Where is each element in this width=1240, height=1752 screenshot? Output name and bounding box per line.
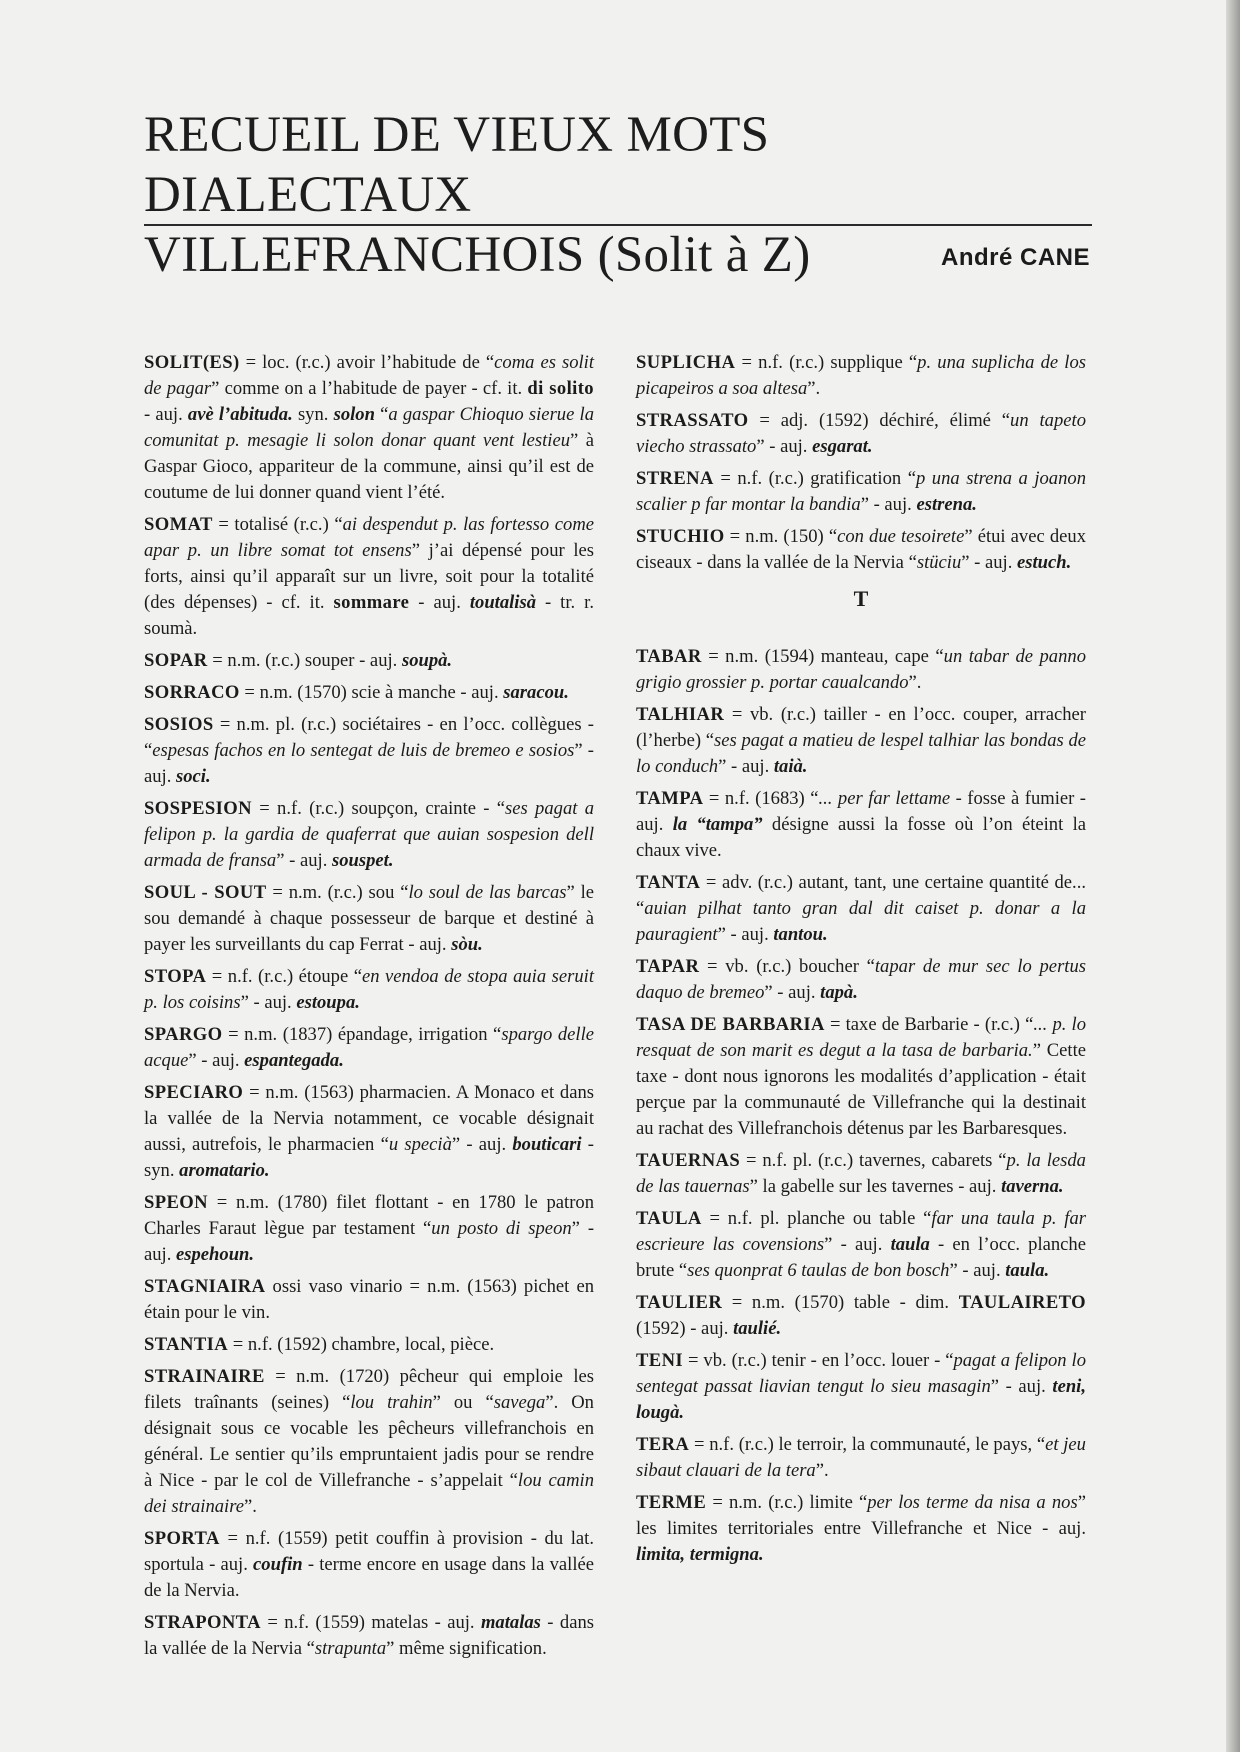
dictionary-entry: SORRACO = n.m. (1570) scie à manche - auj. saracou. <box>144 682 569 703</box>
dictionary-entry: TAULA = n.f. pl. planche ou table “far una taula p. far escrieure las covensions” - auj. taula - en l’occ. planche brute “ses quonprat 6 taulas de bon bosch” - auj. taula. <box>636 1208 1087 1281</box>
title-rule <box>144 224 1092 226</box>
section-letter: T <box>853 586 869 611</box>
dictionary-entry: SOSIOS = n.m. pl. (r.c.) sociétaires - en l’occ. collègues - “espesas fachos en lo sentegat de luis de bremeo e sosios” - auj. soci. <box>144 714 595 787</box>
dictionary-entry: SOPAR = n.m. (r.c.) souper - auj. soupà. <box>144 650 453 671</box>
dictionary-entry: TERA = n.f. (r.c.) le terroir, la communauté, le pays, “et jeu sibaut clauari de la tera”. <box>636 1434 1086 1481</box>
dictionary-entry: TABAR = n.m. (1594) manteau, cape “un tabar de panno grigio grossier p. portar caualcando”. <box>636 646 1086 693</box>
dictionary-entry: SPEON = n.m. (1780) filet flottant - en 1780 le patron Charles Faraut lègue par testament “un posto di speon” - auj. espehoun. <box>144 1192 595 1265</box>
dictionary-entry: STUCHIO = n.m. (150) “con due tesoirete” étui avec deux ciseaux - dans la vallée de la Nervia “stüciu” - auj. estuch. <box>636 526 1086 573</box>
dictionary-entry: TERME = n.m. (r.c.) limite “per los terme da nisa a nos” les limites territoriales entre Villefranche et Nice - auj. limita, termigna. <box>636 1492 1086 1565</box>
dictionary-entry: SOMAT = totalisé (r.c.) “ai despendut p. las fortesso come apar p. un libre somat tot ensens” j’ai dépensé pour les forts, ainsi qu’il apparaît sur un livre, soit pour la totalité (des dépenses) - cf. it. sommare - auj. toutalisà - tr. r. soumà. <box>144 514 595 639</box>
dictionary-entry: TALHIAR = vb. (r.c.) tailler - en l’occ. couper, arracher (l’herbe) “ses pagat a matieu de lespel talhiar las bondas de lo conduch” - auj. taià. <box>636 704 1086 777</box>
dictionary-entry: SOLIT(ES) = loc. (r.c.) avoir l’habitude de “coma es solit de pagar” comme on a l’habitude de payer - cf. it. di solito - auj. avè l’abituda. syn. solon “a gaspar Chioquo sierue la comunitat p. mesagie li solon donar quant vent lestieu” à Gaspar Gioco, appariteur de la commune, ainsi qu’il est de coutume de lui donner quand vient l’été. <box>144 352 595 503</box>
dictionary-entry: STRENA = n.f. (r.c.) gratification “p una strena a joanon scalier p far montar la bandia” - auj. estrena. <box>636 468 1086 515</box>
author-name: André CANE <box>940 244 1090 271</box>
left-column <box>144 350 594 1668</box>
dictionary-entry: TAMPA = n.f. (1683) “... per far lettame - fosse à fumier - auj. la “tampa” désigne aussi la fosse où l’on éteint la chaux vive. <box>636 788 1087 861</box>
dictionary-entry: STOPA = n.f. (r.c.) étoupe “en vendoa de stopa auia seruit p. los coisins” - auj. estoupa. <box>144 966 594 1013</box>
dictionary-entry: SPORTA = n.f. (1559) petit couffin à provision - du lat. sportula - auj. coufin - terme encore en usage dans la vallée de la Nervia. <box>144 1528 595 1601</box>
dictionary-entry: SPECIARO = n.m. (1563) pharmacien. A Monaco et dans la vallée de la Nervia notamment, ce vocable désignait aussi, autrefois, le pharmacien “u specià” - auj. bouticari - syn. aromatario. <box>144 1082 594 1181</box>
dictionary-entry: SPARGO = n.m. (1837) épandage, irrigation “spargo delle acque” - auj. espantegada. <box>144 1024 594 1071</box>
dictionary-entry: SUPLICHA = n.f. (r.c.) supplique “p. una suplicha de los picapeiros a soa altesa”. <box>636 352 1087 399</box>
dictionary-entry: STRASSATO = adj. (1592) déchiré, élimé “un tapeto viecho strassato” - auj. esgarat. <box>636 410 1086 457</box>
right-column <box>636 350 1086 1574</box>
dictionary-entry: TAULIER = n.m. (1570) table - dim. TAULAIRETO (1592) - auj. taulié. <box>636 1292 1086 1339</box>
dictionary-entry: SOUL - SOUT = n.m. (r.c.) sou “lo soul de las barcas” le sou demandé à chaque possesseur de barque et destiné à payer les surveillants du cap Ferrat - auj. sòu. <box>144 882 594 955</box>
dictionary-entry: TENI = vb. (r.c.) tenir - en l’occ. louer - “pagat a felipon lo sentegat passat liavian tengut lo sieu masagin” - auj. teni, lougà. <box>636 1350 1086 1423</box>
title-line-1: RECUEIL DE VIEUX MOTS DIALECTAUX <box>144 107 770 223</box>
dictionary-entry: STRAINAIRE = n.m. (1720) pêcheur qui emploie les filets traînants (seines) “lou trahin” ou “savega”. On désignait sous ce vocable les pêcheurs villefranchois en général. Le sentier qu’ils empruntaient jadis pour se rendre à Nice - par le col de Villefranche - s’appelait “lou camin dei strainaire”. <box>144 1366 594 1517</box>
dictionary-entry: STAGNIAIRA ossi vaso vinario = n.m. (1563) pichet en étain pour le vin. <box>144 1276 594 1323</box>
page-edge-shadow <box>1226 0 1240 1752</box>
dictionary-entry: TANTA = adv. (r.c.) autant, tant, une certaine quantité de... “auian pilhat tanto gran dal dit caiset p. donar a la pauragient” - auj. tantou. <box>636 872 1086 945</box>
dictionary-entry: STRAPONTA = n.f. (1559) matelas - auj. matalas - dans la vallée de la Nervia “strapunta” même signification. <box>144 1612 594 1659</box>
dictionary-entry: TAPAR = vb. (r.c.) boucher “tapar de mur sec lo pertus daquo de bremeo” - auj. tapà. <box>636 956 1086 1003</box>
dictionary-entry: SOSPESION = n.f. (r.c.) soupçon, crainte - “ses pagat a felipon p. la gardia de quaferrat que auian sospesion dell armada de fransa” - auj. souspet. <box>144 798 595 871</box>
title-line-2: VILLEFRANCHOIS (Solit à Z) <box>144 227 811 283</box>
dictionary-entry: STANTIA = n.f. (1592) chambre, local, pièce. <box>144 1334 495 1355</box>
dictionary-entry: TAUERNAS = n.f. pl. (r.c.) tavernes, cabarets “p. la lesda de las tauernas” la gabelle sur les tavernes - auj. taverna. <box>636 1150 1086 1197</box>
dictionary-entry: TASA DE BARBARIA = taxe de Barbarie - (r.c.) “... p. lo resquat de son marit es degut a la tasa de barbaria.” Cette taxe - dont nous ignorons les modalités d’application - était perçue par la communauté de Villefranche qui la destinait au rachat des Villefranchois détenus par les Barbaresques. <box>636 1014 1087 1139</box>
